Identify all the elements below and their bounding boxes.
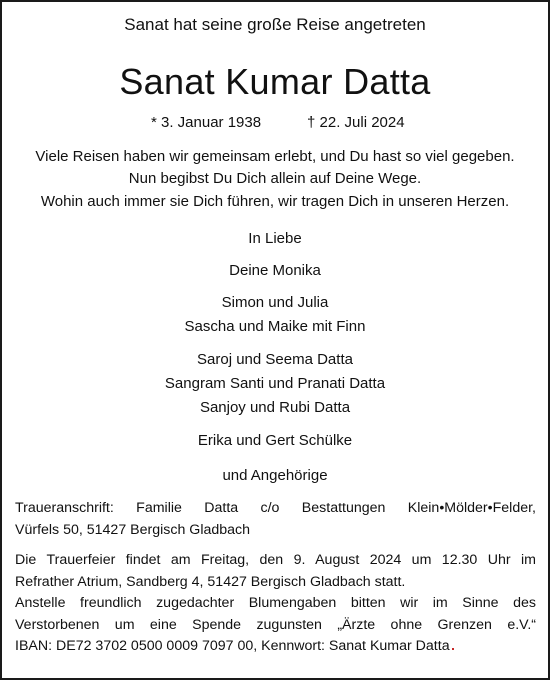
mourner-line: Simon und Julia <box>221 294 329 311</box>
poem <box>0 146 550 213</box>
mourner-line: Erika und Gert Schülke <box>197 432 353 449</box>
birth-date: * 3. Januar 1938 <box>151 114 262 131</box>
address-line: Vürfels 50, 51427 Bergisch Gladbach <box>15 521 251 538</box>
mourner-line: Saroj und Seema Datta <box>197 351 353 368</box>
end-mark <box>452 648 454 650</box>
service-details <box>15 550 536 658</box>
deceased-name: Sanat Kumar Datta <box>119 61 431 102</box>
mourning-address <box>15 498 536 541</box>
address-line: Traueranschrift: Familie Datta c/o Bestattungen Klein•Mölder•Felder, <box>15 500 536 516</box>
iban-text: IBAN: DE72 3702 0500 0009 7097 00, Kennwort: Sanat Kumar Datta <box>15 638 450 654</box>
service-line <box>15 636 536 658</box>
mourner-line: Sangram Santi und Pranati Datta <box>164 375 386 392</box>
service-line: Die Trauerfeier findet am Freitag, den 9. August 2024 um 12.30 Uhr im <box>15 552 536 568</box>
mourner-line: Sascha und Maike mit Finn <box>184 318 366 335</box>
service-line: Anstelle freundlich zugedachter Blumengaben bitten wir im Sinne des <box>15 595 536 611</box>
mourner-line: Sanjoy und Rubi Datta <box>199 399 351 416</box>
intro-line: Sanat hat seine große Reise angetreten <box>124 15 426 34</box>
service-line: Verstorbenen um eine Spende zugunsten „Ärzte ohne Grenzen e.V.“ <box>15 616 536 633</box>
in-love-line: In Liebe <box>248 230 302 247</box>
mourner-line: Deine Monika <box>229 262 321 279</box>
service-line: Refrather Atrium, Sandberg 4, 51427 Bergisch Gladbach statt. <box>15 573 406 590</box>
death-date: † 22. Juli 2024 <box>307 114 405 131</box>
poem-line: Viele Reisen haben wir gemeinsam erlebt, und Du hast so viel gegeben. <box>35 148 515 165</box>
mourner-line: und Angehörige <box>222 467 328 484</box>
poem-line: Wohin auch immer sie Dich führen, wir tragen Dich in unseren Herzen. <box>40 192 510 210</box>
poem-line: Nun begibst Du Dich allein auf Deine Wege. <box>128 170 422 188</box>
